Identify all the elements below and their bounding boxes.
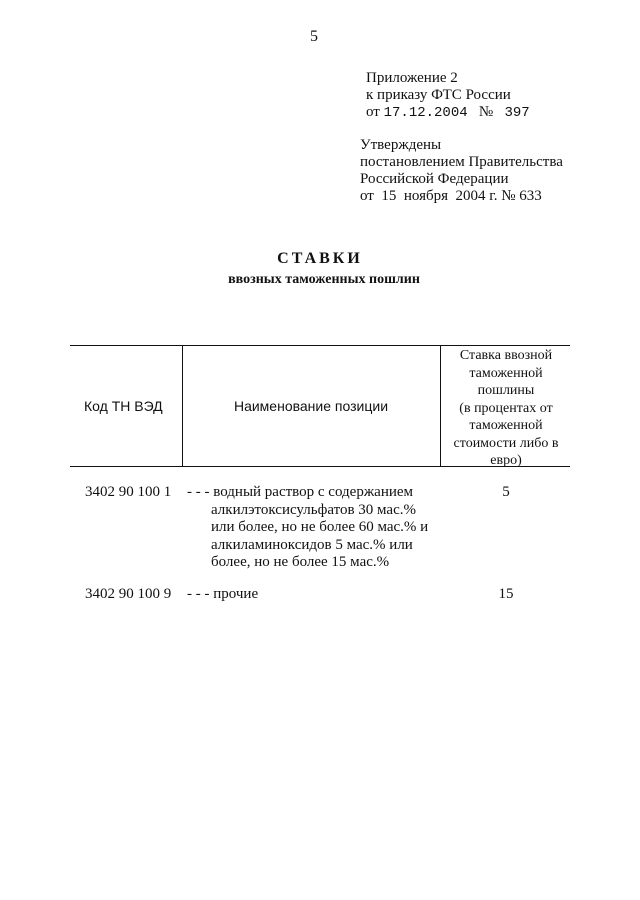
header-code: Код ТН ВЭД [84,398,163,414]
approval-line-2: постановлением Правительства [360,154,563,170]
approval-block [360,137,563,205]
annex-number-sign: № [478,104,494,120]
row-description-line: - - - прочие [187,586,259,602]
document-title: СТАВКИ [277,250,363,267]
row-rate: 15 [498,586,514,602]
header-rate-line: таможенной [469,418,543,433]
approval-line-3: Российской Федерации [360,171,509,187]
row-rate: 5 [502,484,510,500]
row-description [187,586,437,604]
row-description-line: алкиламиноксидов 5 мас.% или [211,536,413,553]
table-column-divider-2 [440,345,441,467]
approval-line-1: Утверждены [360,137,442,153]
row-code: 3402 90 100 9 [85,586,172,602]
row-description-line: или более, но не более 60 мас.% и [211,519,429,535]
annex-number: 397 [504,105,530,121]
annex-date-line [366,104,530,122]
annex-line-2: к приказу ФТС России [366,87,511,103]
header-rate [442,347,570,470]
header-rate-line: таможенной [469,365,543,381]
header-rate-line: пошлины [477,383,535,398]
row-description [187,484,437,572]
header-rate-line: (в процентах от [459,400,553,416]
row-description-line: алкилэтоксисульфатов 30 мас.% [211,501,416,518]
header-rate-line: стоимости либо в [453,435,559,451]
annex-date-prefix: от [366,104,380,120]
annex-block [366,70,530,122]
row-code: 3402 90 100 1 [85,484,172,500]
page-number: 5 [310,28,318,45]
annex-date: 17.12.2004 [383,105,468,121]
annex-line-1: Приложение 2 [366,70,458,86]
header-rate-line: евро) [490,453,522,468]
table-top-rule [70,345,570,346]
header-rate-line: Ставка ввозной [459,348,553,363]
row-description-line: - - - водный раствор с содержанием [187,484,414,500]
approval-line-4: от 15 ноября 2004 г. № 633 [360,188,542,204]
document-subtitle: ввозных таможенных пошлин [228,272,420,287]
row-description-line: более, но не более 15 мас.% [211,554,390,570]
header-name: Наименование позиции [233,398,389,414]
